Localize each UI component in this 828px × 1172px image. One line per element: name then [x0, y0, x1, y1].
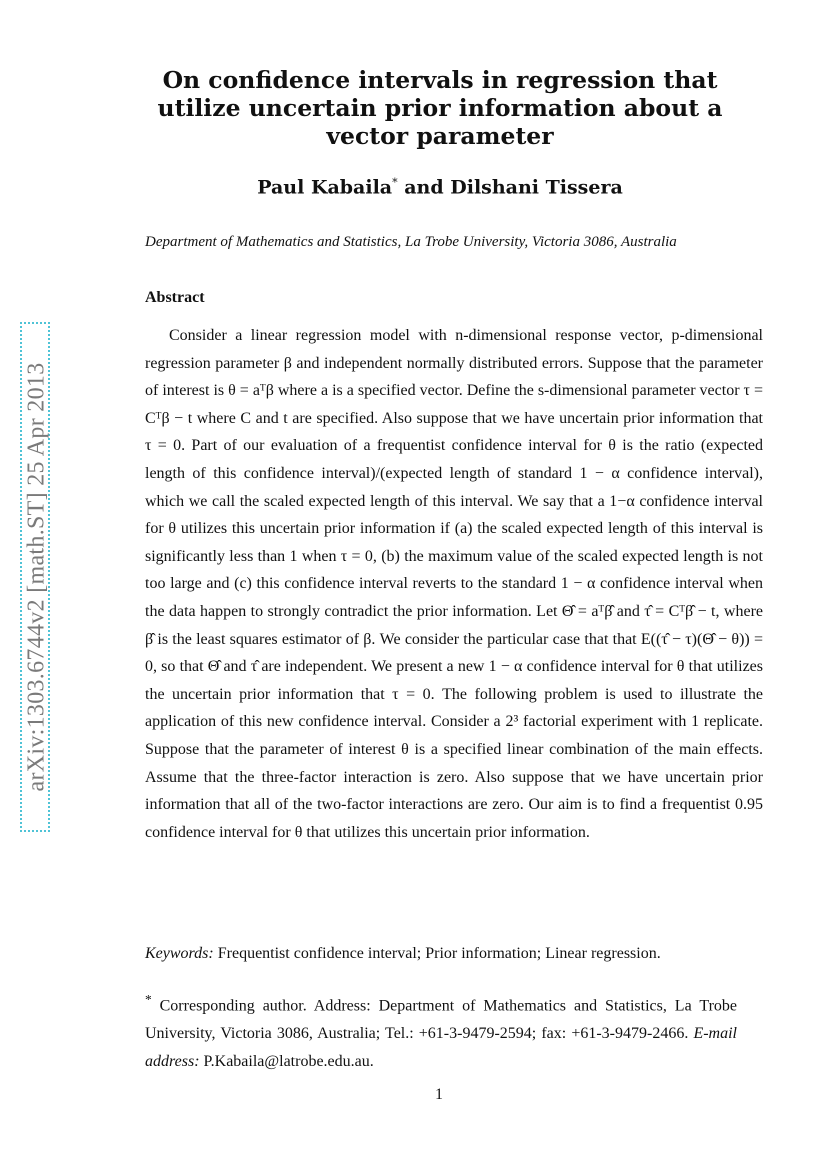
email-label: E-mail address:	[145, 1025, 737, 1071]
corresponding-marker: *	[392, 176, 398, 189]
paper-title: On confidence intervals in regression that utilize uncertain prior information about a vector parameter	[157, 66, 723, 150]
keywords-line	[145, 945, 763, 963]
abstract-text: Consider a linear regression model with n-dimensional response vector, p-dimensional regression parameter β and independent normally distributed errors. Suppose that the parameter of interest is θ = aᵀβ where a is a specified vector. Define the s-dimensional parameter vector τ = Cᵀβ − t where C and t are specified. Also suppose that we have uncertain prior information that τ = 0. Part of our evaluation of a frequentist confidence interval for θ is the ratio (expected length of this confidence interval)/(expected length of standard 1 − α confidence interval), which we call the scaled expected length of this interval. We say that a 1−α confidence interval for θ utilizes this uncertain prior information if (a) the scaled expected length of this interval is significantly less than 1 when τ = 0, (b) the maximum value of the scaled expected length is not too large and (c) this confidence interval reverts to the standard 1 − α confidence interval when the data happen to strongly contradict the prior information. Let Θ̂ = aᵀβ̂ and τ̂ = Cᵀβ̂ − t, where β̂ is the least squares estimator of β. We consider the particular case that that E((τ̂ − τ)(Θ̂ − θ)) = 0, so that Θ̂ and τ̂ are independent. We present a new 1 − α confidence interval for θ that utilizes the uncertain prior information that τ = 0. The following problem is used to illustrate the application of this new confidence interval. Consider a 2³ factorial experiment with 1 replicate. Suppose that the parameter of interest θ is a specified linear combination of the main effects. Assume that the three-factor interaction is zero. Also suppose that we have uncertain prior information that all of the two-factor interactions are zero. Our aim is to find a frequentist 0.95 confidence interval for θ that utilizes this uncertain prior information.	[145, 327, 763, 841]
abstract-heading: Abstract	[145, 289, 205, 306]
footnote-marker: *	[145, 992, 152, 1007]
keywords-text: Frequentist confidence interval; Prior information; Linear regression.	[213, 945, 661, 962]
author-joiner: and	[397, 176, 451, 199]
email-address: P.Kabaila@latrobe.edu.au.	[199, 1053, 374, 1071]
author-1: Paul Kabaila	[257, 176, 393, 199]
author-line	[130, 176, 750, 198]
arxiv-identifier: arXiv:1303.6744v2 [math.ST] 25 Apr 2013	[23, 362, 50, 792]
keywords-label: Keywords:	[145, 945, 214, 962]
footnote-text: Corresponding author. Address: Department of Mathematics and Statistics, La Trobe University, Victoria 3086, Australia; Tel.: +61-3-9479-2594; fax: +61-3-9479-2466.	[145, 997, 737, 1043]
affiliation: Department of Mathematics and Statistics, La Trobe University, Victoria 3086, Australia	[145, 234, 677, 250]
author-2: Dilshani Tissera	[450, 176, 623, 199]
footnote	[145, 986, 737, 1076]
page-number: 1	[435, 1086, 443, 1103]
